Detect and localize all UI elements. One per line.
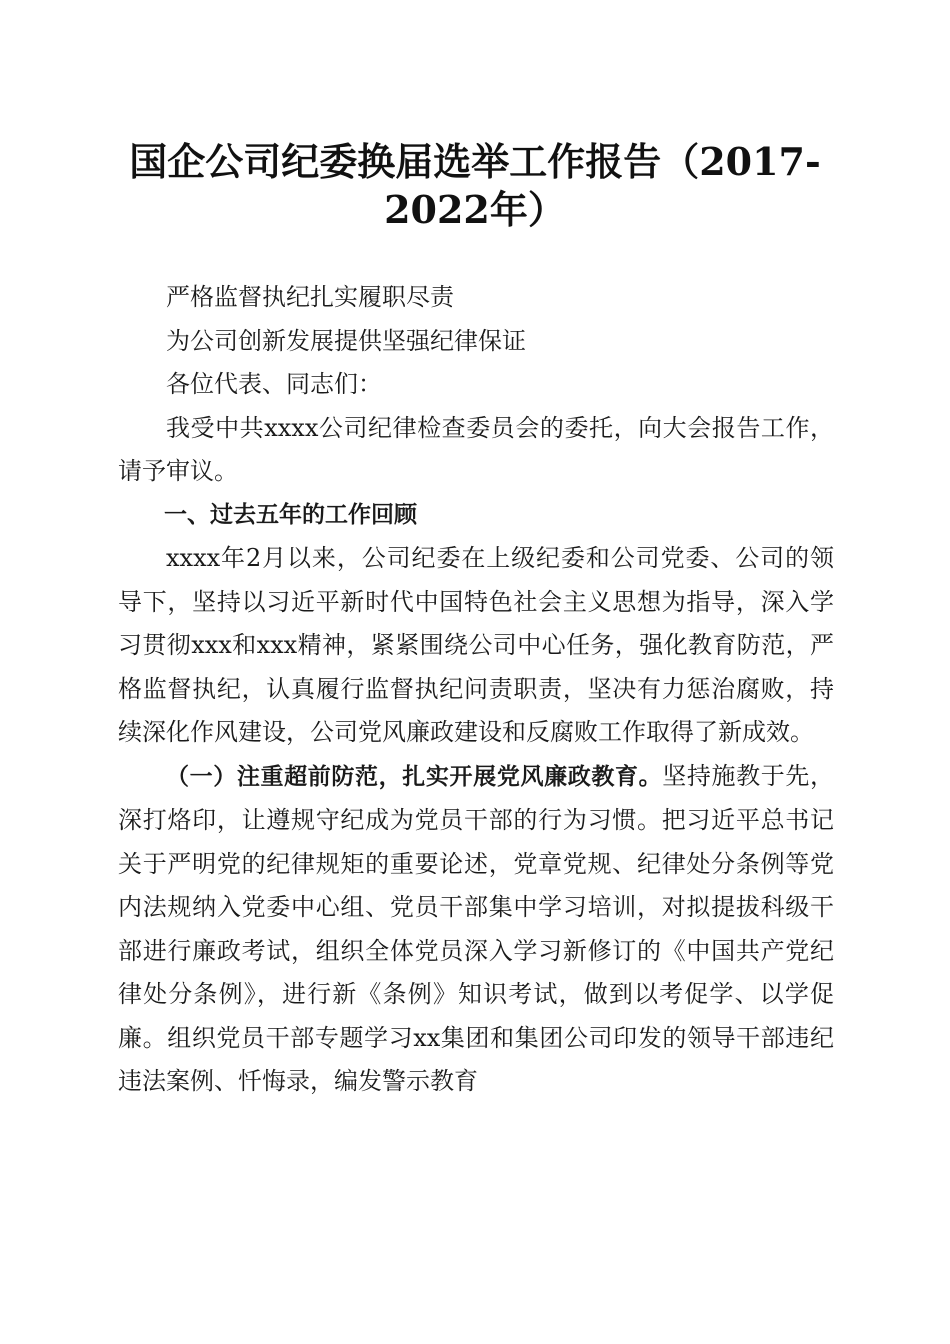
- subtitle-line-2: 为公司创新发展提供坚强纪律保证: [166, 326, 526, 355]
- salutation: 各位代表、同志们：: [166, 370, 382, 398]
- opening-paragraph: 我受中共xxxx公司纪律检查委员会的委托，向大会报告工作，请予审议。: [118, 413, 834, 485]
- item-1-body: 坚持施教于先，深打烙印，让遵规守纪成为党员干部的行为习惯。把习近平总书记关于严明党的纪律规矩的重要论述，党章党规、纪律处分条例等党内法规纳入党委中心组、党员干部集中学习培训，对拟提拔科级干部进行廉政考试，组织全体党员深入学习新修订的《中国共产党纪律处分条例》，进行新《条例》知识考试，做到以考促学、以学促廉。组织党员干部专题学习xx集团和集团公司印发的领导干部违纪违法案例、忏悔录，编发警示教育: [118, 761, 835, 1095]
- section-1-heading: 一、过去五年的工作回顾: [164, 501, 417, 528]
- item-1-paragraph: [118, 755, 834, 1104]
- section-1-intro-paragraph: xxxx年2月以来，公司纪委在上级纪委和公司党委、公司的领导下，坚持以习近平新时代中国特色社会主义思想为指导，深入学习贯彻xxx和xxx精神，紧紧围绕公司中心任务，强化教育防范，严格监督执纪，认真履行监督执纪问责职责，坚决有力惩治腐败，持续深化作风建设，公司党风廉政建设和反腐败工作取得了新成效。: [118, 544, 834, 746]
- item-1-heading: （一）注重超前防范，扎实开展党风廉政教育。: [166, 763, 663, 790]
- document-title: 国企公司纪委换届选举工作报告（2017-2022年）: [129, 139, 821, 232]
- subtitle-line-1: 严格监督执纪扎实履职尽责: [166, 283, 454, 311]
- document-body: [118, 276, 834, 1104]
